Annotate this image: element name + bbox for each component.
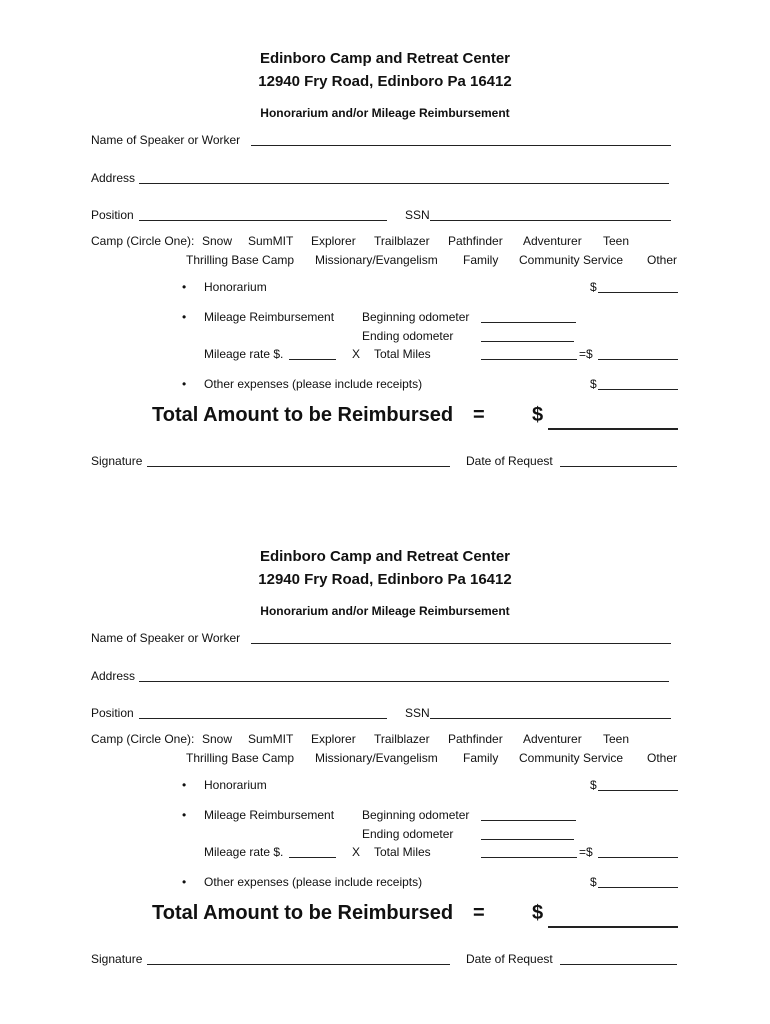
mileage-rate-field[interactable] <box>289 857 336 858</box>
camp-option-trailblazer[interactable]: Trailblazer <box>374 234 430 248</box>
other-expenses-field[interactable] <box>598 389 678 390</box>
camp-option-community-service[interactable]: Community Service <box>519 253 624 267</box>
camp-option-explorer[interactable]: Explorer <box>311 732 356 746</box>
total-miles-label: Total Miles <box>374 347 431 361</box>
camp-option-adventurer[interactable]: Adventurer <box>523 732 582 746</box>
camp-option-missionary-evangelism[interactable]: Missionary/Evangelism <box>315 751 438 765</box>
end-odometer-label: Ending odometer <box>362 827 454 841</box>
position-label: Position <box>91 208 134 222</box>
bullet-icon: • <box>182 310 187 324</box>
total-miles-label: Total Miles <box>374 845 431 859</box>
mileage-rate-field[interactable] <box>289 359 336 360</box>
form-title: Edinboro Camp and Retreat Center <box>259 50 511 67</box>
bullet-icon: • <box>182 875 187 889</box>
address-label: Address <box>91 669 136 683</box>
mileage-amount-field[interactable] <box>598 857 678 858</box>
camp-option-snow[interactable]: Snow <box>202 234 233 248</box>
bullet-icon: • <box>182 280 187 294</box>
mileage-amount-field[interactable] <box>598 359 678 360</box>
begin-odometer-label: Beginning odometer <box>362 310 470 324</box>
bullet-icon: • <box>182 778 187 792</box>
honorarium-label: Honorarium <box>204 778 267 792</box>
total-amount-field[interactable] <box>548 926 678 928</box>
other-expenses-dollar: $ <box>590 875 597 889</box>
honorarium-amount-field[interactable] <box>598 790 678 791</box>
address-field[interactable] <box>139 183 669 184</box>
address-label: Address <box>91 171 136 185</box>
form-address-line: 12940 Fry Road, Edinboro Pa 16412 <box>258 571 512 588</box>
position-field[interactable] <box>139 220 387 221</box>
signature-field[interactable] <box>147 964 450 965</box>
end-odometer-field[interactable] <box>481 839 574 840</box>
camp-option-other[interactable]: Other <box>647 253 678 267</box>
camp-option-trailblazer[interactable]: Trailblazer <box>374 732 430 746</box>
times-sign: X <box>352 347 361 361</box>
camp-option-other[interactable]: Other <box>647 751 678 765</box>
camp-option-thrilling-base-camp[interactable]: Thrilling Base Camp <box>186 751 295 765</box>
date-field[interactable] <box>560 466 677 467</box>
camp-option-missionary-evangelism[interactable]: Missionary/Evangelism <box>315 253 438 267</box>
total-miles-field[interactable] <box>481 857 577 858</box>
form-address-line: 12940 Fry Road, Edinboro Pa 16412 <box>258 73 512 90</box>
camp-option-family[interactable]: Family <box>463 751 499 765</box>
begin-odometer-field[interactable] <box>481 820 576 821</box>
name-label: Name of Speaker or Worker <box>91 631 241 645</box>
camp-label: Camp (Circle One): <box>91 732 195 746</box>
total-equals: = <box>473 404 485 426</box>
ssn-field[interactable] <box>430 220 671 221</box>
other-expenses-label: Other expenses (please include receipts) <box>204 377 423 391</box>
camp-option-pathfinder[interactable]: Pathfinder <box>448 234 503 248</box>
ssn-label: SSN <box>405 208 430 222</box>
name-field[interactable] <box>251 145 671 146</box>
bullet-icon: • <box>182 808 187 822</box>
date-label: Date of Request <box>466 454 553 468</box>
mileage-rate-label: Mileage rate $. <box>204 347 284 361</box>
times-sign: X <box>352 845 361 859</box>
camp-option-family[interactable]: Family <box>463 253 499 267</box>
ssn-field[interactable] <box>430 718 671 719</box>
address-field[interactable] <box>139 681 669 682</box>
camp-option-adventurer[interactable]: Adventurer <box>523 234 582 248</box>
signature-field[interactable] <box>147 466 450 467</box>
bullet-icon: • <box>182 377 187 391</box>
mileage-equals-dollar: =$ <box>579 347 593 361</box>
mileage-label: Mileage Reimbursement <box>204 808 335 822</box>
begin-odometer-label: Beginning odometer <box>362 808 470 822</box>
other-expenses-dollar: $ <box>590 377 597 391</box>
camp-option-community-service[interactable]: Community Service <box>519 751 624 765</box>
end-odometer-field[interactable] <box>481 341 574 342</box>
total-equals: = <box>473 902 485 924</box>
total-label: Total Amount to be Reimbursed <box>152 404 454 426</box>
position-field[interactable] <box>139 718 387 719</box>
camp-option-thrilling-base-camp[interactable]: Thrilling Base Camp <box>186 253 295 267</box>
end-odometer-label: Ending odometer <box>362 329 454 343</box>
date-field[interactable] <box>560 964 677 965</box>
camp-option-pathfinder[interactable]: Pathfinder <box>448 732 503 746</box>
honorarium-label: Honorarium <box>204 280 267 294</box>
camp-option-snow[interactable]: Snow <box>202 732 233 746</box>
camp-option-teen[interactable]: Teen <box>603 234 630 248</box>
total-amount-field[interactable] <box>548 428 678 430</box>
camp-option-summit[interactable]: SumMIT <box>248 732 294 746</box>
begin-odometer-field[interactable] <box>481 322 576 323</box>
reimbursement-form-2 <box>0 498 770 996</box>
mileage-label: Mileage Reimbursement <box>204 310 335 324</box>
date-label: Date of Request <box>466 952 553 966</box>
form-subtitle: Honorarium and/or Mileage Reimbursement <box>260 106 510 120</box>
mileage-equals-dollar: =$ <box>579 845 593 859</box>
ssn-label: SSN <box>405 706 430 720</box>
camp-option-teen[interactable]: Teen <box>603 732 630 746</box>
signature-label: Signature <box>91 952 143 966</box>
other-expenses-label: Other expenses (please include receipts) <box>204 875 423 889</box>
form-title: Edinboro Camp and Retreat Center <box>259 548 511 565</box>
name-label: Name of Speaker or Worker <box>91 133 241 147</box>
camp-label: Camp (Circle One): <box>91 234 195 248</box>
camp-option-summit[interactable]: SumMIT <box>248 234 294 248</box>
form-subtitle: Honorarium and/or Mileage Reimbursement <box>260 604 510 618</box>
reimbursement-form-1 <box>0 0 770 498</box>
total-dollar: $ <box>532 404 544 426</box>
honorarium-dollar: $ <box>590 280 597 294</box>
total-label: Total Amount to be Reimbursed <box>152 902 454 924</box>
position-label: Position <box>91 706 134 720</box>
mileage-rate-label: Mileage rate $. <box>204 845 284 859</box>
signature-label: Signature <box>91 454 143 468</box>
other-expenses-field[interactable] <box>598 887 678 888</box>
total-dollar: $ <box>532 902 544 924</box>
camp-option-explorer[interactable]: Explorer <box>311 234 356 248</box>
honorarium-dollar: $ <box>590 778 597 792</box>
total-miles-field[interactable] <box>481 359 577 360</box>
honorarium-amount-field[interactable] <box>598 292 678 293</box>
name-field[interactable] <box>251 643 671 644</box>
